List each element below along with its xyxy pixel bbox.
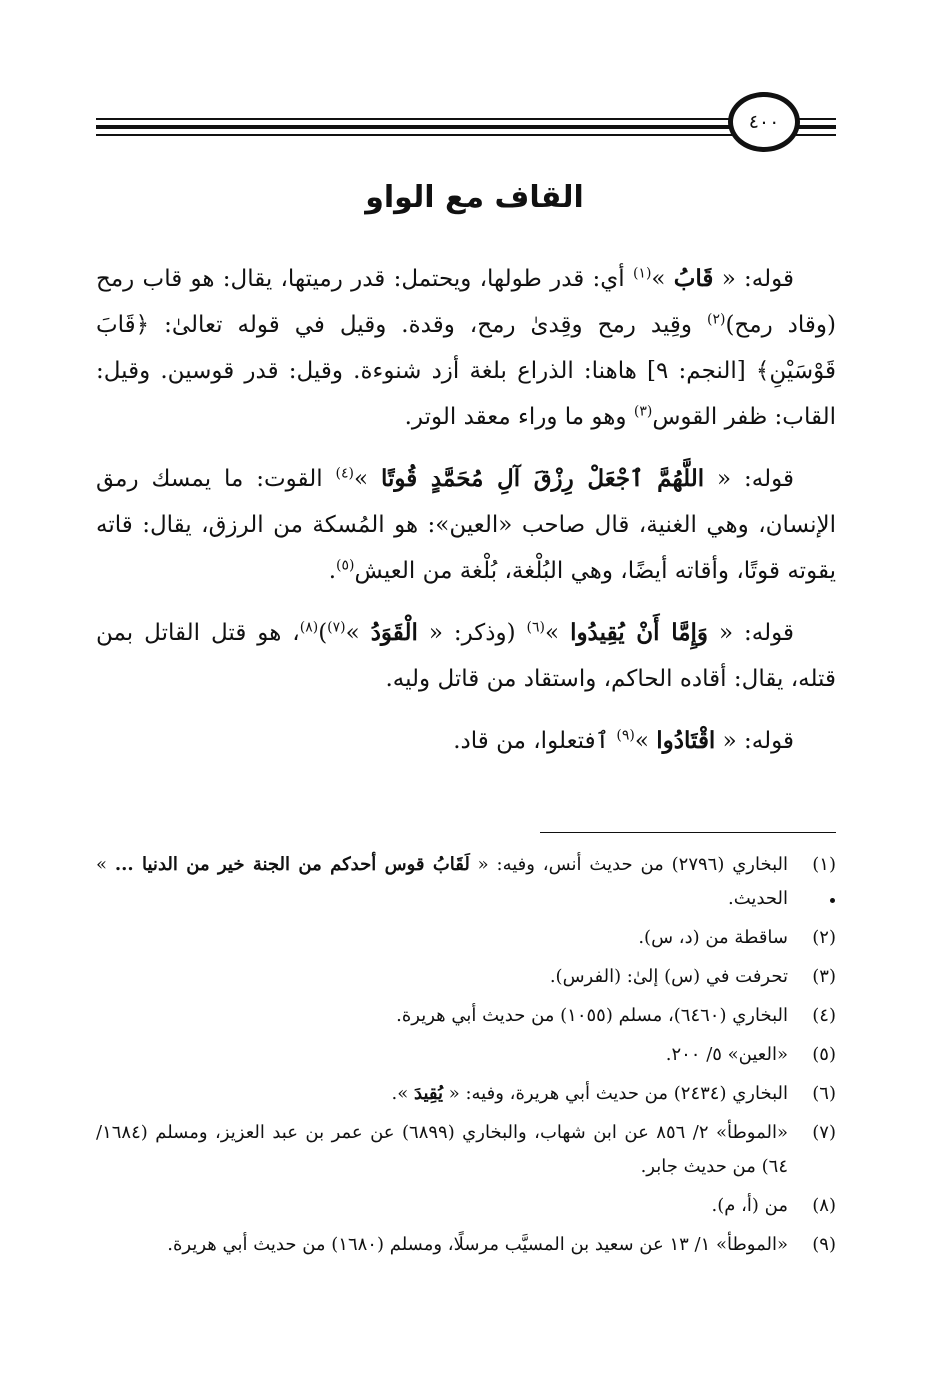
footnote	[96, 1228, 836, 1262]
footnote-text: من (أ، م).	[711, 1195, 788, 1216]
footnote	[96, 1116, 836, 1184]
footnote-text: ساقطة من (د، س).	[638, 927, 788, 948]
footnote-text: «الموطأ» ١/ ١٣ عن سعيد بن المسيَّب مرسلًا، ومسلم (١٦٨٠) من حديث أبي هريرة.	[167, 1234, 788, 1255]
paragraph	[96, 610, 836, 702]
paragraph-text: (وذكر: «	[417, 620, 527, 646]
header-rule	[796, 134, 836, 136]
paragraph-text: وقِيد رمح وقِدىٰ رمح، وقدة. وقيل في قوله تعالىٰ: ﴿قَابَ قَوْسَيْنِ﴾ [النجم: ٩] هاهنا: الذراع بلغة أزد شنوءة. وقيل: قدر قوسين. وقيل: القاب: ظفر القوس	[96, 312, 836, 430]
paragraph-text: »	[651, 266, 674, 292]
footnote-ref[interactable]: (١)	[632, 265, 652, 282]
footnote-number: (٣)	[812, 966, 836, 987]
footnote-ref[interactable]: (٤)	[335, 465, 354, 482]
paragraph-text: القوت: ما يمسك رمق الإنسان، وهي الغنية، قال صاحب «العين»: هو المُسكة من الرزق، يقال: قاته يقوته قوتًا، وأقاته أيضًا، وهي البُلْغة، بُلْغة من العيش	[96, 466, 836, 584]
paragraph-text: ، هو قتل القاتل بمن قتله، يقال: أقاده الحاكم، واستقاد من قاتل وليه.	[96, 620, 836, 692]
paragraph-text: .	[328, 558, 337, 584]
paragraph-text: »	[353, 466, 381, 492]
footnote	[96, 1077, 836, 1111]
page-header	[96, 92, 836, 156]
footnote	[96, 999, 836, 1033]
footnote-text: ».	[391, 1083, 415, 1104]
footnote	[96, 1189, 836, 1223]
hadith-quote: الْقَوَدُ	[370, 619, 418, 646]
paragraph	[96, 256, 836, 440]
footnotes-list	[96, 848, 836, 1267]
footnote-ref[interactable]: (٣)	[633, 403, 653, 420]
hadith-quote: اقْتَادُوا	[656, 727, 716, 754]
footnote-text: البخاري (٢٤٣٤) من حديث أبي هريرة، وفيه: «	[443, 1083, 788, 1104]
footnote-ref[interactable]: (٧)	[327, 619, 346, 636]
footnote-quote: يُقِيدَ	[414, 1083, 444, 1104]
footnote	[96, 1038, 836, 1072]
paragraph-text: قوله: «	[715, 728, 794, 754]
footnote	[96, 960, 836, 994]
header-rule	[96, 118, 736, 120]
paragraph-text: )	[318, 620, 328, 646]
footnote-number: (٥)	[812, 1044, 836, 1065]
paragraph-text: »	[634, 728, 657, 754]
footnote-text: » الحديث.	[96, 854, 788, 909]
hadith-quote: وَإِمَّا أَنْ يُقِيدُوا	[570, 619, 709, 646]
paragraph-text: أي: قدر طولها، ويحتمل: قدر رميتها، يقال: هو قاب رمح (وقاد رمح)	[96, 266, 837, 338]
footnote-number: (٧)	[812, 1122, 836, 1143]
footnote-ref[interactable]: (٥)	[336, 557, 355, 574]
footnote-text: تحرفت في (س) إلىٰ: (الفرس).	[549, 966, 788, 987]
paragraph-text: »	[545, 620, 571, 646]
footnote-number: (٨)	[812, 1195, 836, 1216]
footnote-text: البخاري (٢٧٩٦) من حديث أنس، وفيه: «	[469, 854, 788, 875]
footnote	[96, 848, 836, 916]
chapter-title: القاف مع الواو	[365, 180, 584, 215]
footnote-text: «العين» ٥/ ٢٠٠.	[665, 1044, 788, 1065]
page-number-text: ٤٠٠	[748, 111, 780, 133]
footnote-text: «الموطأ» ٢/ ٨٥٦ عن ابن شهاب، والبخاري (٦٨٩٩) عن عمر بن عبد العزيز، ومسلم (١٦٨٤/ ٦٤) من حديث جابر.	[96, 1122, 788, 1177]
paragraph-text: »	[345, 620, 371, 646]
hadith-quote: اللَّهُمَّ ٱجْعَلْ رِزْقَ آلِ مُحَمَّدٍ قُوتًا	[380, 465, 705, 492]
footnote-text: البخاري (٦٤٦٠)، مسلم (١٠٥٥) من حديث أبي هريرة.	[396, 1005, 788, 1026]
header-rule	[796, 118, 836, 120]
paragraph-text: قوله: «	[713, 266, 794, 292]
footnote-separator	[540, 832, 836, 833]
footnote	[96, 921, 836, 955]
footnote-number: (٤)	[812, 1005, 836, 1026]
paragraph	[96, 718, 836, 764]
footnote-ref[interactable]: (٩)	[616, 727, 635, 744]
footnote-ref[interactable]: (٦)	[526, 619, 546, 636]
paragraph	[96, 456, 836, 594]
footnote-ref[interactable]: (٨)	[299, 619, 319, 636]
footnote-number: (٦)	[812, 1083, 836, 1104]
main-text	[96, 256, 836, 764]
footnote-quote: لَقَابُ قوس أحدكم من الجنة خير من الدنيا ...	[114, 854, 470, 875]
paragraph-text: ٱفتعلوا، من قاد.	[453, 728, 617, 754]
footnote-number: (٩)	[812, 1234, 836, 1255]
page-number	[728, 92, 800, 152]
footnote-number: (١)	[812, 854, 836, 875]
header-rule	[96, 125, 736, 129]
header-rule	[796, 125, 836, 129]
paragraph-text: وهو ما وراء معقد الوتر.	[404, 404, 634, 430]
header-rule	[96, 134, 736, 136]
footnote-number: (٢)	[812, 927, 836, 948]
footnote-ref[interactable]: (٢)	[706, 311, 726, 328]
paragraph-text: قوله: «	[708, 620, 795, 646]
hadith-quote: قَابُ	[673, 265, 714, 292]
paragraph-text: قوله: «	[704, 466, 794, 492]
